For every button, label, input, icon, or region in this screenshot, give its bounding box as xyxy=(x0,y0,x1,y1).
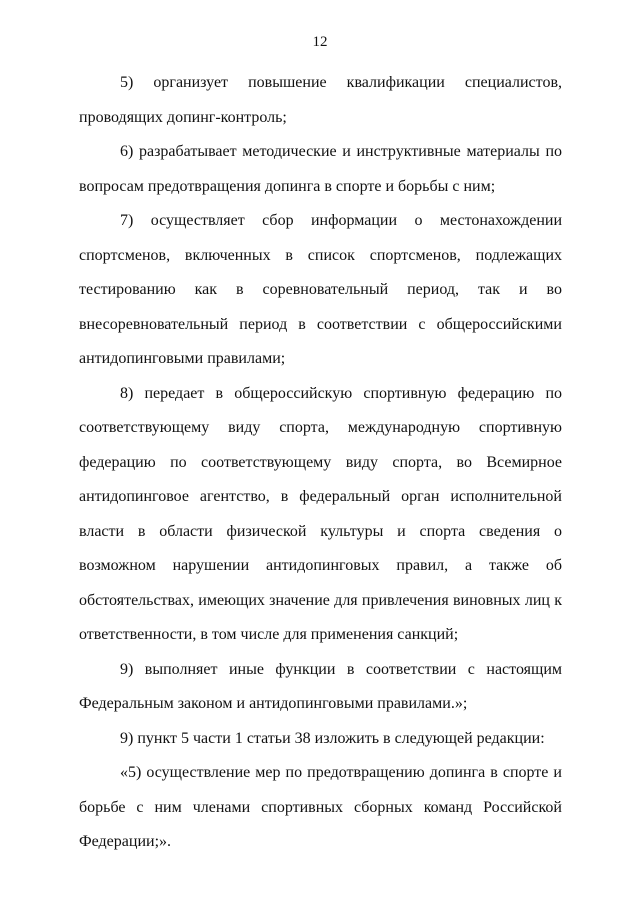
paragraph-item-9-other-functions: 9) выполняет иные функции в соответствии с настоящим Федеральным законом и антидопинговыми правилами.»; xyxy=(79,660,562,712)
paragraph-item-7-whereabouts: 7) осуществляет сбор информации о местонахождении спортсменов, включенных в список спортсменов, подлежащих тестированию как в соревновательный период, так и во внесоревновательный период в соответствии с общероссийскими антидопинговыми правилами; xyxy=(79,212,562,367)
paragraph-item-8-transfer-info: 8) передает в общероссийскую спортивную федерацию по соответствующему виду спорта, международную спортивную федерацию по соответствующему виду спорта, во Всемирное антидопинговое агентство, в федеральный орган исполнительной власти в области физической культуры и спорта сведения о возможном нарушении антидопинговых правил, а также об обстоятельствах, имеющих значение для привлечения виновных лиц к ответственности, в том числе для применения санкций; xyxy=(79,384,562,643)
document-body xyxy=(79,66,562,860)
page-number: 12 xyxy=(312,34,328,50)
paragraph-amended-text: «5) осуществление мер по предотвращению допинга в спорте и борьбе с ним членами спортивных сборных команд Российской Федерации;». xyxy=(79,764,562,850)
paragraph-amendment-clause-9: 9) пункт 5 части 1 статьи 38 изложить в следующей редакции: xyxy=(120,729,545,747)
paragraph-item-5-qualification: 5) организует повышение квалификации специалистов, проводящих допинг-контроль; xyxy=(79,74,562,126)
paragraph-item-6-materials: 6) разрабатывает методические и инструктивные материалы по вопросам предотвращения допинга в спорте и борьбы с ним; xyxy=(79,143,562,195)
